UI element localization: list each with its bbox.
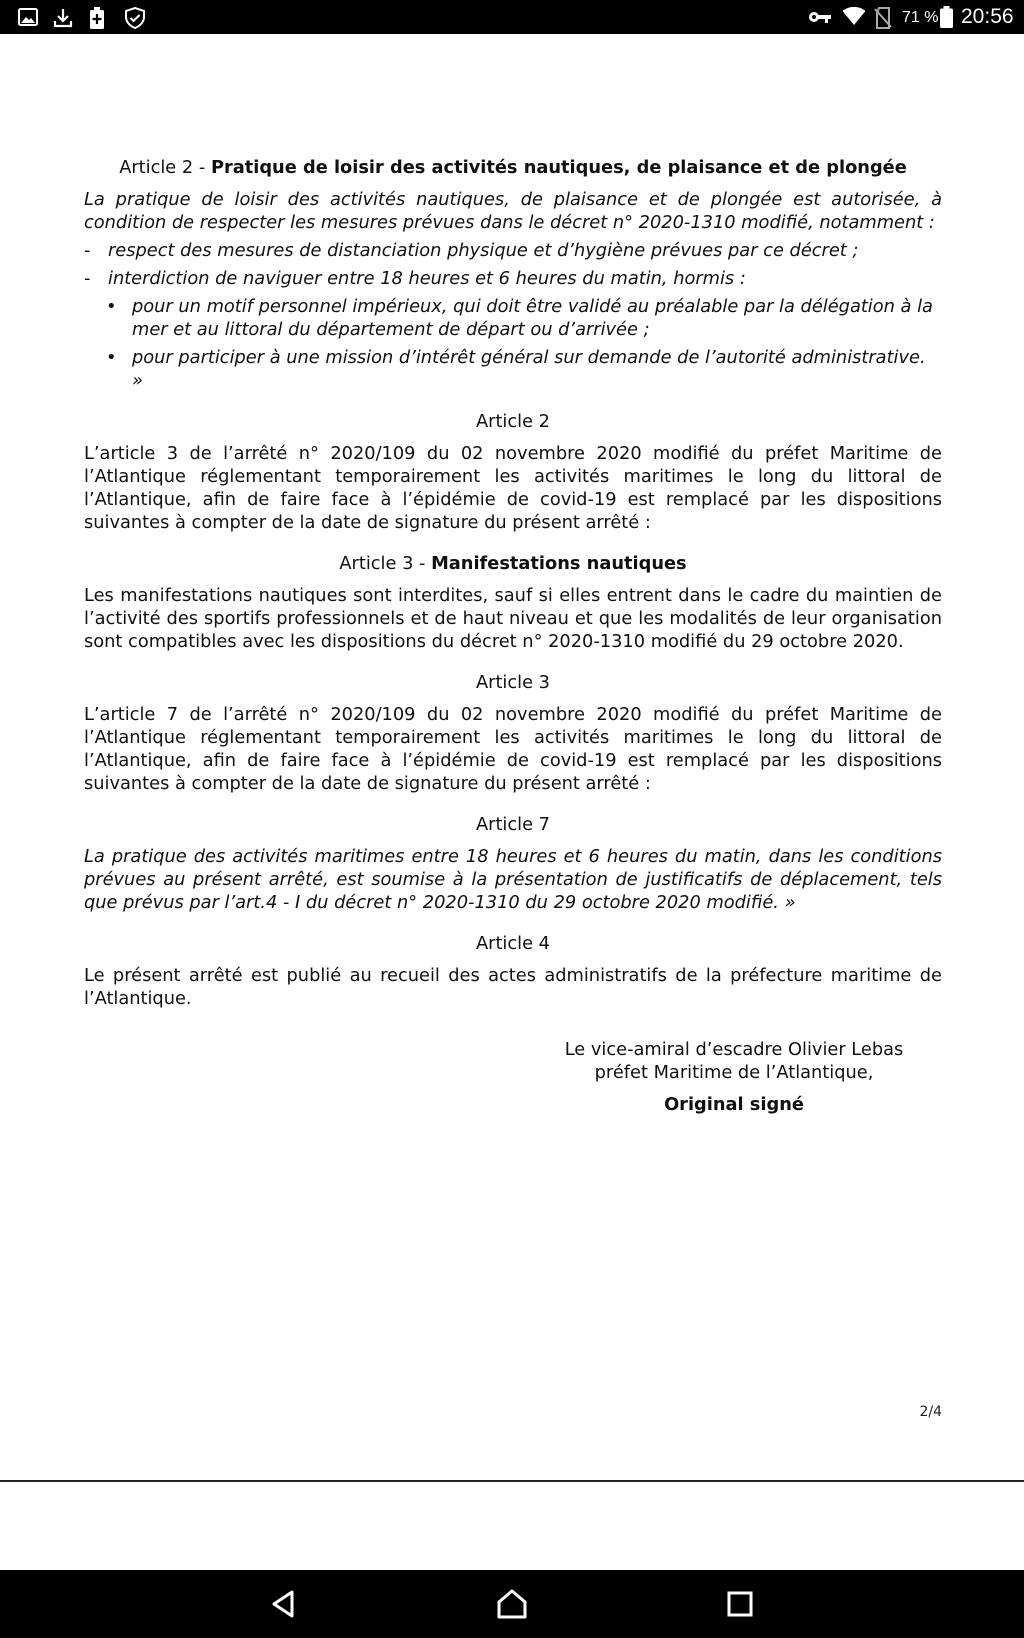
bullet-item-text: pour un motif personnel impérieux, qui doit être validé au préalable par la délégation à la mer et au littoral du département de départ ou d’arrivée ;	[132, 296, 933, 340]
battery-percent: 71 %	[902, 9, 939, 26]
section3-body: Les manifestations nautiques sont interdites, sauf si elles entrent dans le cadre du maintien de l’activité des sportifs professionnels et de haut niveau et que les modalités de leur organisation sont compatibles avec les dispositions du décret n° 2020-1310 modifié du 29 octobre 2020.	[84, 585, 942, 652]
signature-line-2: préfet Maritime de l’Atlantique,	[594, 1062, 874, 1083]
section1-heading-prefix: Article 2 -	[119, 157, 211, 178]
download-icon	[52, 7, 74, 29]
article2-heading: Article 2	[475, 411, 550, 432]
document-body	[84, 156, 942, 1116]
signature-block	[524, 1038, 944, 1116]
image-icon	[18, 7, 38, 27]
back-icon[interactable]	[264, 1584, 304, 1624]
home-icon[interactable]	[492, 1584, 532, 1624]
dash-item	[84, 267, 942, 290]
dash-item	[84, 239, 942, 262]
wifi-icon	[842, 6, 866, 26]
section3-heading-title: Manifestations nautiques	[431, 553, 687, 574]
dash-marker: -	[84, 268, 91, 289]
article7-heading: Article 7	[475, 814, 550, 835]
bullet-item	[84, 295, 942, 341]
battery-saver-icon	[90, 7, 104, 29]
section3-heading-prefix: Article 3 -	[339, 553, 432, 574]
section3-heading	[84, 552, 942, 575]
vpn-key-icon	[808, 10, 832, 24]
bullet-item-text: pour participer à une mission d’intérêt général sur demande de l’autorité administrative. »	[132, 347, 926, 391]
shield-check-icon	[124, 7, 146, 29]
clock: 20:56	[961, 5, 1014, 28]
article4-heading: Article 4	[475, 933, 550, 954]
bullet-item	[84, 346, 942, 392]
status-bar	[0, 0, 1024, 34]
viewer-background	[0, 1482, 1024, 1570]
article7-body: La pratique des activités maritimes entre 18 heures et 6 heures du matin, dans les conditions prévues au présent arrêté, est soumise à la présentation de justificatifs de déplacement, tels que prévus par l’art.4 - I du décret n° 2020-1310 du 29 octobre 2020 modifié. »	[84, 846, 942, 913]
section1-intro: La pratique de loisir des activités nautiques, de plaisance et de plongée est autorisée, à condition de respecter les mesures prévues dans le décret n° 2020-1310 modifié, notamment :	[84, 189, 942, 233]
battery-icon	[940, 6, 953, 28]
section1-heading-title: Pratique de loisir des activités nautiques, de plaisance et de plongée	[210, 157, 907, 178]
dash-marker: -	[84, 240, 91, 261]
signature-line-1: Le vice-amiral d’escadre Olivier Lebas	[564, 1039, 904, 1060]
bullet-marker: •	[106, 347, 117, 368]
dash-item-text: respect des mesures de distanciation physique et d’hygiène prévues par ce décret ;	[108, 240, 859, 261]
bullet-marker: •	[106, 296, 117, 317]
no-sim-icon	[874, 7, 892, 29]
pdf-page[interactable]	[0, 34, 1024, 1481]
article4-body: Le présent arrêté est publié au recueil des actes administratifs de la préfecture maritime de l’Atlantique.	[84, 965, 942, 1009]
signature-signed: Original signé	[664, 1094, 804, 1115]
page-number: 2/4	[919, 1404, 942, 1420]
dash-item-text: interdiction de naviguer entre 18 heures et 6 heures du matin, hormis :	[108, 268, 746, 289]
article3-heading: Article 3	[475, 672, 550, 693]
recents-icon[interactable]	[720, 1584, 760, 1624]
navigation-bar	[0, 1570, 1024, 1638]
article2-body: L’article 3 de l’arrêté n° 2020/109 du 02 novembre 2020 modifié du préfet Maritime de l’Atlantique réglementant temporairement les activités maritimes le long du littoral de l’Atlantique, afin de faire face à l’épidémie de covid-19 est remplacé par les dispositions suivantes à compter de la date de signature du présent arrêté :	[84, 443, 942, 533]
article3-body: L’article 7 de l’arrêté n° 2020/109 du 02 novembre 2020 modifié du préfet Maritime de l’Atlantique réglementant temporairement les activités maritimes le long du littoral de l’Atlantique, afin de faire face à l’épidémie de covid-19 est remplacé par les dispositions suivantes à compter de la date de signature du présent arrêté :	[84, 704, 942, 794]
section1-heading	[84, 156, 942, 179]
